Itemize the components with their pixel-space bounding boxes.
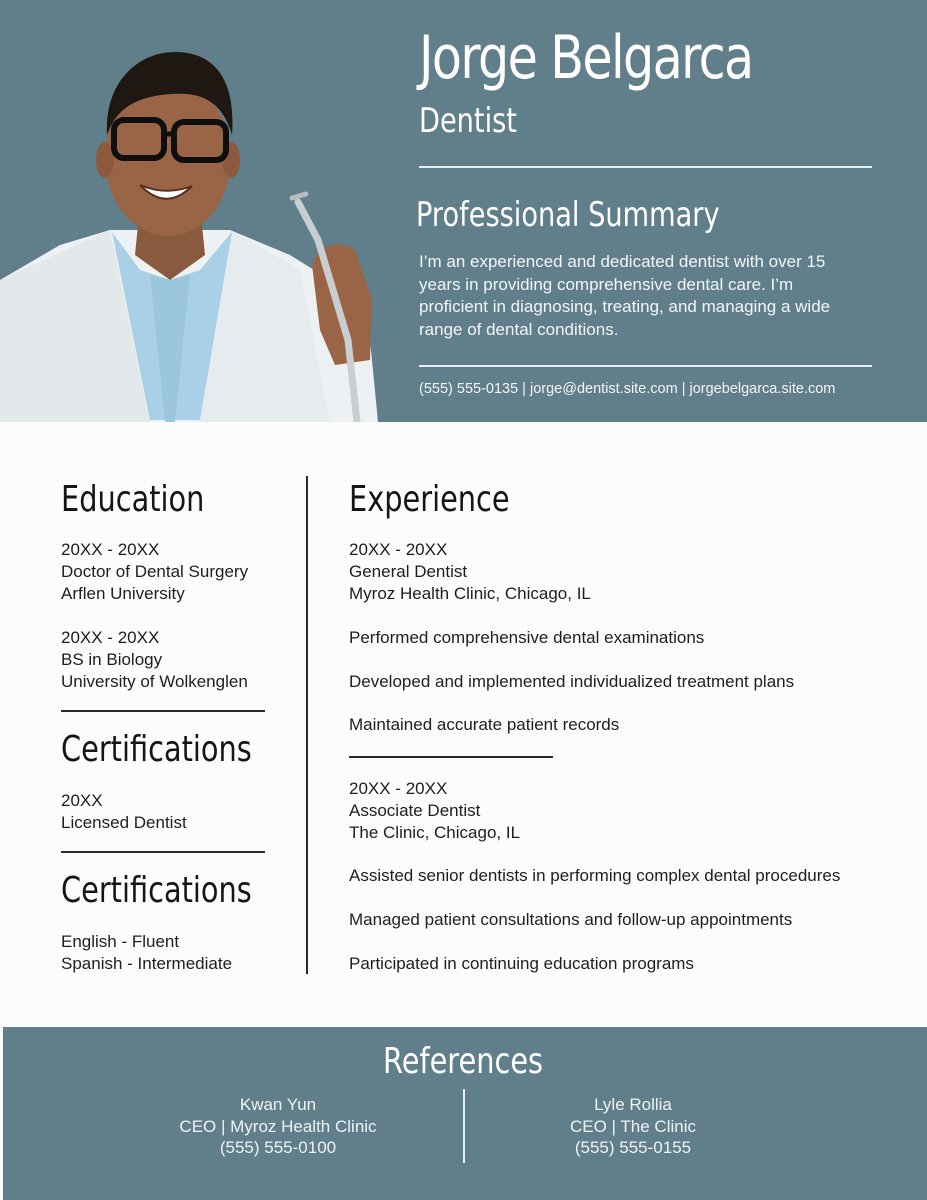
certification-item: Licensed Dentist — [61, 813, 187, 832]
education-entry — [61, 627, 248, 693]
education-years: 20XX - 20XX — [61, 628, 160, 647]
column-divider — [306, 476, 308, 974]
certification-year: 20XX — [61, 791, 103, 810]
reference-card — [483, 1094, 783, 1159]
language-item: English - Fluent — [61, 932, 180, 951]
summary-line: proficient in diagnosing, treating, and managing a wide — [419, 297, 831, 316]
education-school: Arflen University — [61, 584, 185, 603]
job-duty: Participated in continuing education programs — [349, 954, 694, 973]
job-duty: Developed and implemented individualized treatment plans — [349, 672, 795, 691]
candidate-role: Dentist — [419, 101, 517, 141]
education-entry — [61, 539, 248, 605]
job-title: Associate Dentist — [349, 801, 481, 820]
experience-title: Experience — [349, 479, 510, 520]
reference-card — [128, 1094, 428, 1159]
reference-position: CEO | The Clinic — [570, 1116, 696, 1136]
summary-text — [419, 251, 874, 341]
header-divider-top — [419, 166, 872, 168]
certification-entry — [61, 790, 187, 834]
reference-phone: (555) 555-0155 — [574, 1138, 692, 1157]
references-title — [0, 1040, 927, 1084]
reference-name: Lyle Rollia — [594, 1095, 672, 1114]
job-years: 20XX - 20XX — [349, 540, 448, 559]
certifications-title: Certifications — [61, 729, 252, 770]
education-years: 20XX - 20XX — [61, 540, 160, 559]
summary-line: years in providing comprehensive dental care. I’m — [419, 274, 794, 294]
job-title: General Dentist — [349, 562, 468, 581]
education-title: Education — [61, 479, 205, 520]
job-employer: Myroz Health Clinic, Chicago, IL — [349, 584, 591, 603]
languages-list — [61, 931, 232, 975]
languages-title: Certifications — [61, 870, 252, 911]
contact-info: (555) 555-0135 | jorge@dentist.site.com | jorgebelgarca.site.com — [419, 381, 836, 397]
header-divider-bottom — [419, 365, 872, 367]
references-divider — [463, 1089, 465, 1163]
left-divider — [61, 710, 265, 712]
job-entry — [349, 778, 520, 844]
job-duty: Assisted senior dentists in performing complex dental procedures — [349, 866, 841, 885]
education-degree: BS in Biology — [61, 650, 163, 669]
dentist-photo — [0, 40, 385, 422]
education-degree: Doctor of Dental Surgery — [61, 562, 249, 581]
job-duty: Performed comprehensive dental examinations — [349, 628, 705, 647]
summary-line: range of dental conditions. — [419, 319, 619, 339]
reference-name: Kwan Yun — [239, 1095, 317, 1114]
job-employer: The Clinic, Chicago, IL — [349, 823, 521, 842]
experience-divider — [349, 756, 553, 758]
references-title-text: References — [383, 1041, 544, 1082]
summary-title: Professional Summary — [416, 195, 720, 235]
job-duty: Maintained accurate patient records — [349, 715, 620, 734]
candidate-name: Jorge Belgarca — [419, 23, 753, 93]
job-years: 20XX - 20XX — [349, 779, 448, 798]
job-entry — [349, 539, 591, 605]
job-duty: Managed patient consultations and follow-up appointments — [349, 910, 793, 929]
reference-position: CEO | Myroz Health Clinic — [179, 1116, 377, 1136]
education-school: University of Wolkenglen — [61, 672, 248, 691]
summary-line: I’m an experienced and dedicated dentist with over 15 — [419, 252, 826, 271]
reference-phone: (555) 555-0100 — [219, 1138, 337, 1157]
language-item: Spanish - Intermediate — [61, 954, 233, 973]
left-divider — [61, 851, 265, 853]
